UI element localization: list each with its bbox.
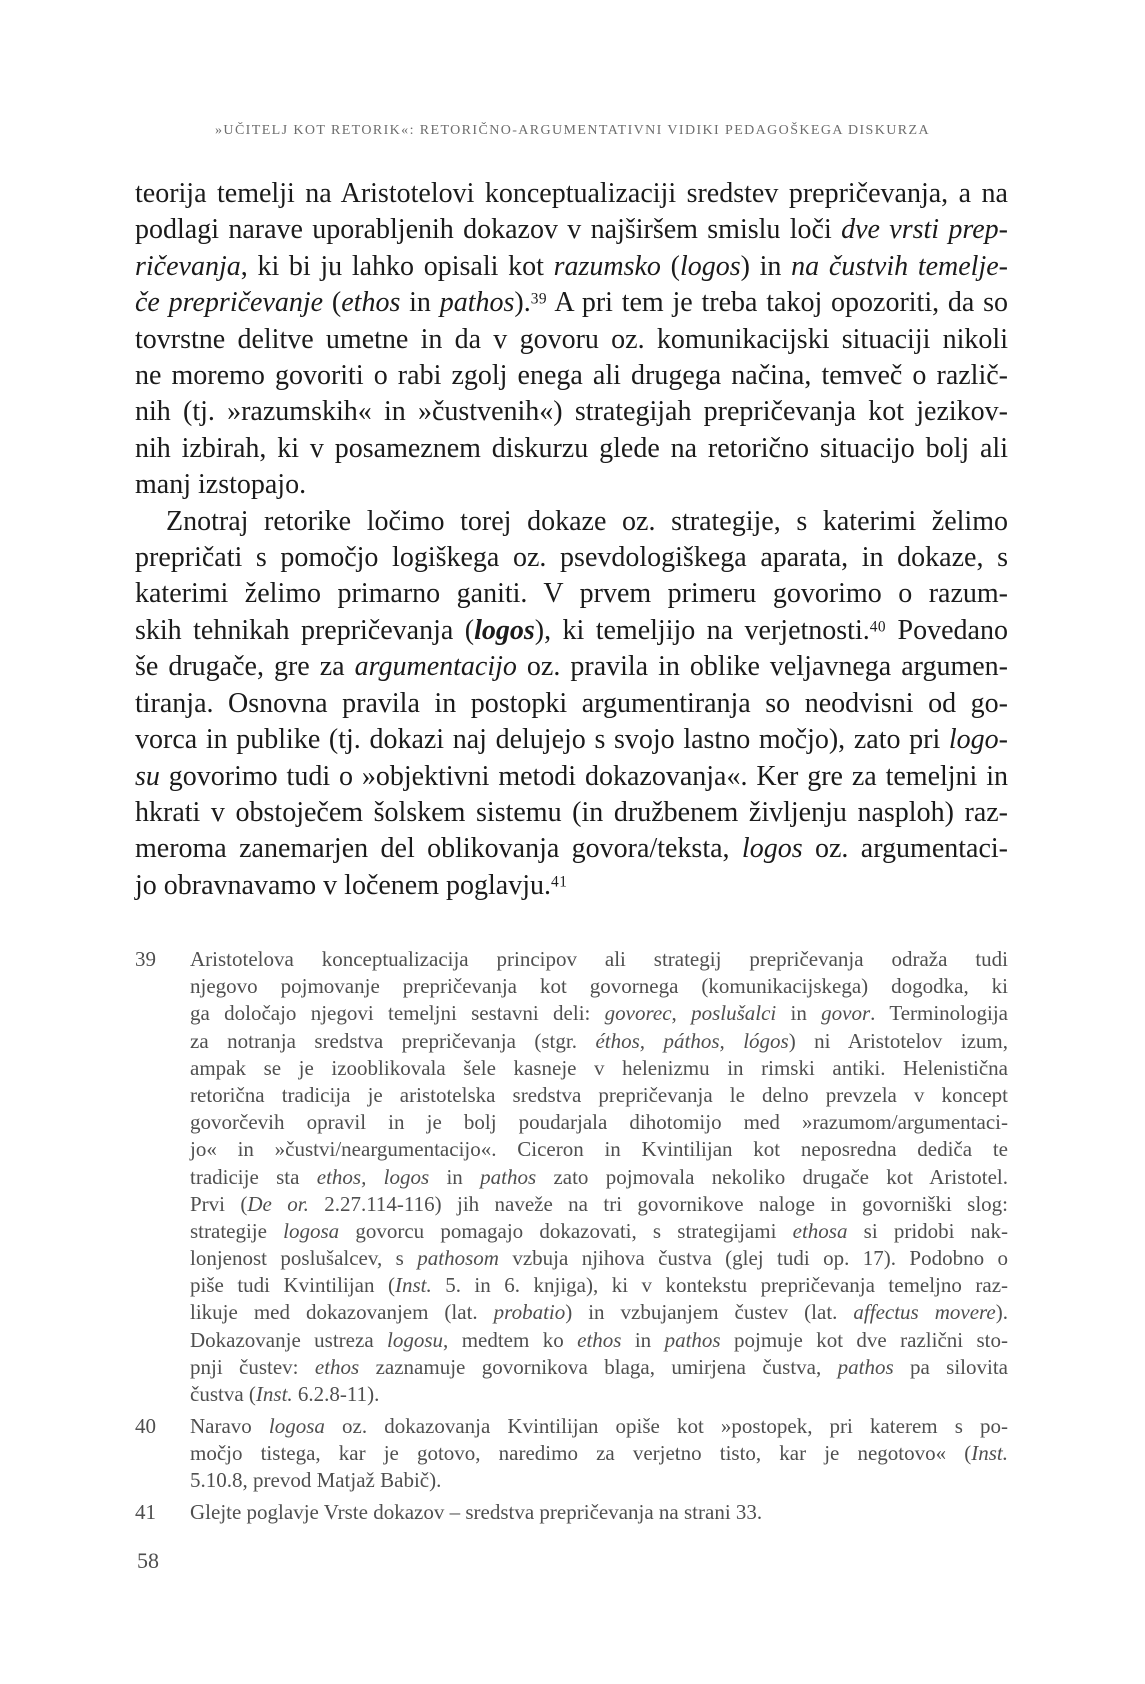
body-text <box>135 176 1008 904</box>
text-line <box>190 1109 1008 1136</box>
paragraph <box>135 176 1008 504</box>
text-segment: logosu <box>387 1327 444 1352</box>
text-segment: vzbuja njihova čustva (glej tudi op. 17). Podobno o <box>498 1246 1008 1271</box>
text-segment: razumsko <box>553 250 661 282</box>
text-segment: logos <box>741 833 803 865</box>
text-segment: ethos <box>341 287 401 319</box>
text-segment: njegovo pojmovanje prepričevanja kot govornega (komunikacijskega) dogodka, ki <box>190 974 1008 999</box>
text-line <box>135 722 1008 758</box>
text-segment: govorčevih opravil in je bolj poudarjala dihotomijo med »razumom/argumentaci- <box>190 1110 1008 1135</box>
text-segment: podlagi narave uporabljenih dokazov v najširšem smislu loči <box>135 214 842 246</box>
text-line <box>190 1467 1008 1494</box>
text-segment: lonjenost poslušalcev, s <box>190 1246 418 1271</box>
footnote-text <box>190 1499 1008 1526</box>
text-line <box>135 176 1008 212</box>
text-segment: 5. in 6. knjiga), ki v kontekstu prepričevanja temeljno raz- <box>431 1273 1009 1298</box>
footnote-number: 39 <box>135 947 156 971</box>
text-segment: vorca in publike (tj. dokazi naj delujejo s svojo lastno močjo), zato pri <box>135 724 949 756</box>
text-segment: hkrati v obstoječem šolskem sistemu (in družbenem življenju nasploh) raz- <box>135 796 1008 828</box>
text-segment: likuje med dokazovanjem (lat. <box>190 1300 494 1325</box>
text-line <box>190 946 1008 973</box>
text-segment: 2.27.114-116) jih naveže na tri govornikove naloge in govorniški slog: <box>308 1191 1008 1216</box>
text-segment: su <box>135 760 160 792</box>
text-segment: logos <box>679 250 741 282</box>
text-line <box>135 613 1008 649</box>
footnote-text <box>190 1413 1008 1495</box>
text-segment: oz. pravila in oblike veljavnega argumen- <box>516 651 1008 683</box>
text-segment: affectus movere <box>853 1300 996 1325</box>
text-segment: De or. <box>247 1191 309 1216</box>
text-segment: za notranja sredstva prepričevanja (stgr. <box>190 1028 596 1053</box>
text-segment: retorična tradicija je aristotelska sredstva prepričevanja le delno prevzela v koncept <box>190 1082 1008 1107</box>
text-line <box>135 467 1008 503</box>
text-segment: Prvi ( <box>190 1191 248 1216</box>
footnote-number: 40 <box>135 1413 156 1438</box>
text-segment: tovrstne delitve umetne in da v govoru oz. komunikacijski situaciji nikoli <box>135 323 1008 355</box>
text-segment: ga določajo njegovi temeljni sestavni deli: <box>190 1001 605 1026</box>
text-segment: tiranja. Osnovna pravila in postopki argumentiranja so neodvisni od go- <box>135 687 1008 719</box>
text-segment: logos <box>474 614 535 646</box>
text-segment: tradicije sta <box>190 1164 317 1189</box>
text-segment: Naravo <box>190 1413 269 1438</box>
text-segment: poslušalci <box>691 1001 777 1026</box>
text-segment: logo- <box>948 724 1008 756</box>
text-segment: ethosa <box>792 1218 848 1243</box>
text-line <box>135 831 1008 867</box>
text-segment: probatio <box>493 1300 566 1325</box>
text-line <box>190 1000 1008 1027</box>
text-segment: zaznamuje govornikova blaga, umirjena čustva, <box>359 1354 838 1379</box>
text-segment: ( <box>323 287 342 319</box>
text-segment: Inst. <box>394 1273 432 1298</box>
text-segment: manj izstopajo. <box>135 469 307 501</box>
text-line <box>135 285 1008 321</box>
text-segment: jo« in »čustvi/neargumentacijo«. Ciceron in Kvintilijan kot neposredna dediča te <box>190 1137 1008 1162</box>
text-segment: Inst. <box>255 1382 293 1406</box>
text-segment: si pridobi nak- <box>847 1218 1008 1243</box>
text-segment: argumentacijo <box>354 651 517 683</box>
text-segment: ričevanja <box>135 250 241 282</box>
text-segment: logosa <box>268 1413 325 1438</box>
text-segment: in <box>621 1327 665 1352</box>
text-line <box>135 868 1008 904</box>
footnote-text <box>190 946 1008 1408</box>
text-line <box>135 431 1008 467</box>
page-number: 58 <box>137 1548 159 1573</box>
text-segment: A pri tem je treba takoj opozoriti, da so <box>547 287 1009 319</box>
text-segment: 6.2.8-11). <box>292 1382 380 1406</box>
text-segment: ) ni Aristotelov izum, <box>788 1028 1009 1053</box>
text-segment: Aristotelova konceptualizacija principov ali strategij prepričevanja odraža tudi <box>190 947 1008 971</box>
footnote-reference: 41 <box>551 873 568 891</box>
text-segment: ethos <box>577 1327 622 1352</box>
text-segment: nih (tj. »razumskih« in »čustvenih«) strategijah prepričevanja kot jezikov- <box>135 396 1008 428</box>
text-segment: nih izbirah, ki v posameznem diskurzu glede na retorično situacijo bolj ali <box>135 432 1008 464</box>
text-segment: oz. dokazovanja Kvintilijan opiše kot »postopek, pri katerem s po- <box>324 1413 1008 1438</box>
text-segment: prepričati s pomočjo logiškega oz. psevdologiškega aparata, in dokaze, s <box>135 542 1008 574</box>
text-segment: Dokazovanje ustreza <box>190 1327 388 1352</box>
text-segment: pathos <box>664 1327 721 1352</box>
text-line <box>190 1413 1008 1440</box>
text-line <box>190 1164 1008 1191</box>
text-line <box>190 1082 1008 1109</box>
footnote <box>135 1499 1008 1526</box>
text-segment: ), ki temeljijo na verjetnosti. <box>534 614 870 646</box>
text-line <box>190 973 1008 1000</box>
text-segment: meroma zanemarjen del oblikovanja govora/teksta, <box>135 833 742 865</box>
text-segment: pojmuje kot dve različni sto- <box>720 1327 1008 1352</box>
text-segment: , ki bi ju lahko opisali kot <box>240 250 554 282</box>
text-line <box>190 1440 1008 1467</box>
text-line <box>190 1028 1008 1055</box>
text-segment: pnji čustev: <box>190 1354 315 1379</box>
text-line <box>190 1299 1008 1326</box>
running-header: »UČITELJ KOT RETORIK«: RETORIČNO-ARGUMENTATIVNI VIDIKI PEDAGOŠKEGA DISKURZA <box>215 123 930 138</box>
text-segment: ampak se je izooblikovala šele kasneje v helenizmu in rimski antiki. Helenistična <box>190 1055 1008 1080</box>
text-line <box>190 1272 1008 1299</box>
text-segment: govorec <box>604 1001 672 1026</box>
footnote-reference: 39 <box>530 290 548 308</box>
text-line <box>135 686 1008 722</box>
text-segment: zato pojmovala nekoliko drugače kot Aristotel. <box>536 1164 1008 1189</box>
text-line <box>190 1327 1008 1354</box>
text-segment: dve vrsti prep- <box>841 214 1008 246</box>
text-segment: ethos <box>314 1354 360 1379</box>
text-segment: , medtem ko <box>443 1327 578 1352</box>
text-segment: éthos, páthos, lógos <box>595 1028 789 1053</box>
paragraph <box>135 504 1008 904</box>
text-segment: pathos <box>480 1164 537 1189</box>
text-line <box>190 1499 1008 1526</box>
text-segment: 5.10.8, prevod Matjaž Babič). <box>190 1468 442 1493</box>
text-line <box>135 504 1008 540</box>
text-segment: na čustvih temelje- <box>791 250 1008 282</box>
text-line <box>190 1381 1008 1408</box>
text-segment: jo obravnavamo v ločenem poglavju. <box>135 869 551 901</box>
footnote <box>135 946 1008 1408</box>
text-line <box>190 1136 1008 1163</box>
text-segment: Glejte poglavje Vrste dokazov – sredstva prepričevanja na strani 33. <box>190 1499 763 1524</box>
text-segment: ) in <box>740 250 792 282</box>
text-line <box>135 249 1008 285</box>
text-segment: Inst. <box>971 1440 1008 1465</box>
text-segment: pathosom <box>417 1246 499 1271</box>
text-line <box>190 1354 1008 1381</box>
text-segment: . Terminologija <box>870 1001 1009 1026</box>
text-line <box>190 1218 1008 1245</box>
footnote-number: 41 <box>135 1499 156 1524</box>
text-segment: , <box>671 1001 692 1026</box>
text-segment: če prepričevanje <box>135 287 324 319</box>
text-segment: skih tehnikah prepričevanja ( <box>135 614 475 646</box>
text-segment: še drugače, gre za <box>135 651 355 683</box>
text-segment: ). <box>514 287 531 319</box>
text-segment: ethos, logos <box>316 1164 430 1189</box>
footnote <box>135 1413 1008 1495</box>
text-line <box>135 576 1008 612</box>
text-segment: čustva ( <box>190 1382 256 1406</box>
text-segment: katerimi želimo primarno ganiti. V prvem primeru govorimo o razum- <box>135 578 1008 610</box>
text-line <box>135 649 1008 685</box>
text-line <box>135 358 1008 394</box>
text-segment: govorimo tudi o »objektivni metodi dokazovanja«. Ker gre za temeljni in <box>159 760 1008 792</box>
text-line <box>135 212 1008 248</box>
text-segment: oz. argumentaci- <box>802 833 1008 865</box>
text-line <box>135 540 1008 576</box>
text-line <box>190 1191 1008 1218</box>
text-segment: Povedano <box>886 614 1008 646</box>
footnote-reference: 40 <box>869 618 887 636</box>
text-line <box>135 394 1008 430</box>
text-segment: Znotraj retorike ločimo torej dokaze oz. strategije, s katerimi želimo <box>166 505 1008 537</box>
text-segment: piše tudi Kvintilijan ( <box>190 1273 395 1298</box>
text-segment: pa silovita <box>893 1354 1009 1379</box>
text-segment: strategije <box>190 1218 284 1243</box>
text-line <box>135 322 1008 358</box>
text-line <box>190 1055 1008 1082</box>
text-segment: govorcu pomagajo dokazovati, s strategijami <box>339 1218 793 1243</box>
text-segment: in <box>429 1164 481 1189</box>
text-line <box>135 759 1008 795</box>
text-line <box>190 1245 1008 1272</box>
text-segment: teorija temelji na Aristotelovi konceptualizaciji sredstev prepričevanja, a na <box>135 178 1008 209</box>
text-segment: pathos <box>837 1354 894 1379</box>
text-line <box>135 795 1008 831</box>
text-segment: ( <box>660 250 680 282</box>
text-segment: močjo tistega, kar je gotovo, naredimo za verjetno tisto, kar je negotovo« ( <box>190 1440 972 1465</box>
text-segment: ne moremo govoriti o rabi zgolj enega ali drugega načina, temveč o različ- <box>135 360 1008 392</box>
text-segment: ). <box>995 1300 1008 1325</box>
text-segment: ) in vzbujanjem čustev (lat. <box>565 1300 854 1325</box>
text-segment: pathos <box>439 287 515 319</box>
text-segment: in <box>776 1001 822 1026</box>
text-segment: in <box>400 287 440 319</box>
footnotes-section <box>135 946 1008 1530</box>
text-segment: govor <box>821 1001 871 1026</box>
text-segment: logosa <box>283 1218 340 1243</box>
